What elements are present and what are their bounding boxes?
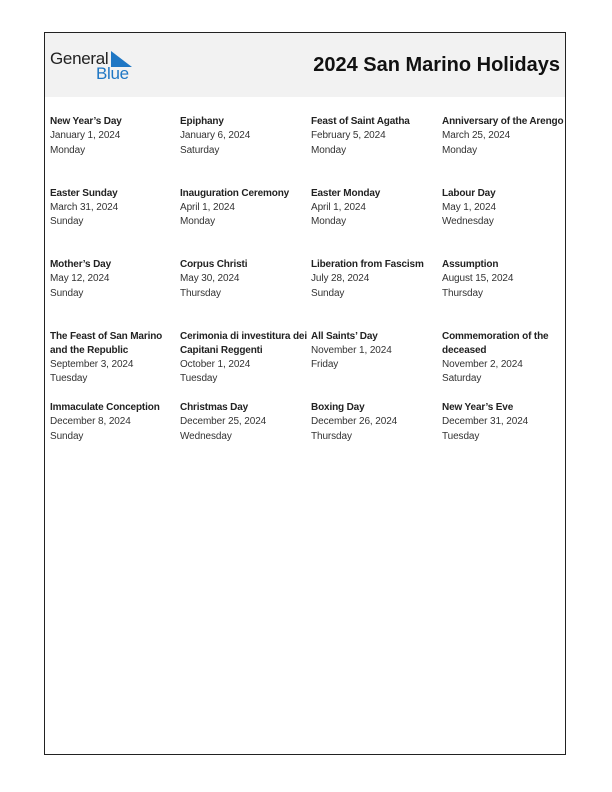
holiday-name: Boxing Day	[311, 402, 365, 413]
holiday-item	[180, 401, 311, 473]
holiday-weekday: Monday	[180, 216, 215, 228]
holiday-name: Easter Sunday	[50, 187, 118, 199]
holiday-item	[50, 401, 180, 473]
holiday-weekday: Sunday	[311, 287, 345, 299]
holiday-date: July 28, 2024	[311, 273, 370, 285]
holiday-date: May 1, 2024	[442, 201, 496, 213]
holiday-item	[50, 115, 180, 187]
holiday-weekday: Thursday	[311, 430, 352, 442]
holiday-name: New Year’s Day	[50, 116, 122, 127]
holiday-item	[311, 330, 442, 402]
holiday-item	[180, 258, 311, 330]
holiday-name: Feast of Saint Agatha	[311, 116, 410, 127]
holiday-weekday: Monday	[311, 216, 346, 228]
holiday-weekday: Saturday	[442, 373, 482, 385]
holiday-grid	[50, 115, 566, 473]
holiday-item	[442, 401, 566, 473]
holiday-name: Christmas Day	[180, 402, 249, 413]
holiday-date: March 31, 2024	[50, 201, 119, 213]
holiday-name: Inauguration Ceremony	[180, 187, 290, 199]
holiday-name: All Saints’ Day	[311, 330, 378, 342]
holiday-item	[311, 258, 442, 330]
holiday-weekday: Wednesday	[442, 216, 494, 228]
holiday-date: November 2, 2024	[442, 359, 523, 371]
holiday-weekday: Thursday	[442, 287, 483, 299]
holiday-date: April 1, 2024	[180, 201, 235, 213]
holiday-date: December 31, 2024	[442, 416, 529, 428]
holiday-name: Assumption	[442, 259, 499, 270]
holiday-weekday: Sunday	[50, 430, 84, 442]
holiday-date: January 1, 2024	[50, 130, 121, 142]
holiday-weekday: Tuesday	[180, 373, 218, 385]
holiday-date: September 3, 2024	[50, 359, 134, 371]
holiday-weekday: Wednesday	[180, 430, 232, 442]
page-frame	[44, 32, 566, 755]
holiday-item	[442, 330, 566, 402]
holiday-date: December 8, 2024	[50, 416, 131, 428]
holiday-name: Immaculate Conception	[50, 402, 160, 413]
holiday-name: Mother’s Day	[50, 259, 111, 270]
logo-blue-text: Blue	[96, 64, 129, 83]
holiday-weekday: Monday	[50, 144, 85, 156]
holiday-name: Easter Monday	[311, 187, 381, 199]
holiday-date: February 5, 2024	[311, 130, 386, 142]
holiday-name: Commemoration of the deceased	[442, 330, 549, 356]
holiday-name: Anniversary of the Arengo	[442, 116, 564, 127]
logo	[50, 49, 140, 83]
holiday-date: August 15, 2024	[442, 273, 514, 285]
holiday-date: November 1, 2024	[311, 344, 392, 356]
header	[45, 33, 565, 97]
holiday-item	[50, 330, 180, 402]
holiday-date: May 12, 2024	[50, 273, 110, 285]
page-title: 2024 San Marino Holidays	[313, 54, 560, 76]
holiday-date: April 1, 2024	[311, 201, 366, 213]
holiday-weekday: Tuesday	[50, 373, 88, 385]
holiday-weekday: Thursday	[180, 287, 221, 299]
holiday-item	[180, 187, 311, 259]
holiday-weekday: Sunday	[50, 287, 84, 299]
holiday-weekday: Tuesday	[442, 430, 480, 442]
holiday-weekday: Monday	[442, 144, 477, 156]
logo-general-text: General	[50, 49, 109, 68]
holiday-name: New Year’s Eve	[442, 402, 514, 413]
holiday-item	[311, 187, 442, 259]
holiday-item	[311, 401, 442, 473]
holiday-item	[442, 115, 566, 187]
holiday-name: The Feast of San Marino and the Republic	[50, 330, 163, 356]
holiday-weekday: Sunday	[50, 216, 84, 228]
holiday-item	[442, 187, 566, 259]
holiday-date: October 1, 2024	[180, 359, 251, 371]
holiday-weekday: Monday	[311, 144, 346, 156]
holiday-date: December 25, 2024	[180, 416, 267, 428]
holiday-name: Cerimonia di investitura dei Capitani Reggenti	[180, 330, 307, 356]
holiday-name: Liberation from Fascism	[311, 259, 424, 270]
holiday-item	[50, 187, 180, 259]
holiday-item	[311, 115, 442, 187]
holiday-item	[180, 115, 311, 187]
holiday-weekday: Saturday	[180, 144, 220, 156]
holiday-name: Corpus Christi	[180, 259, 248, 270]
holiday-date: December 26, 2024	[311, 416, 398, 428]
holiday-date: January 6, 2024	[180, 130, 251, 142]
holiday-date: May 30, 2024	[180, 273, 240, 285]
holiday-item	[50, 258, 180, 330]
holiday-item	[180, 330, 311, 402]
holiday-date: March 25, 2024	[442, 130, 511, 142]
holiday-item	[442, 258, 566, 330]
holiday-name: Labour Day	[442, 187, 496, 199]
holiday-name: Epiphany	[180, 116, 224, 127]
holiday-weekday: Friday	[311, 359, 339, 371]
